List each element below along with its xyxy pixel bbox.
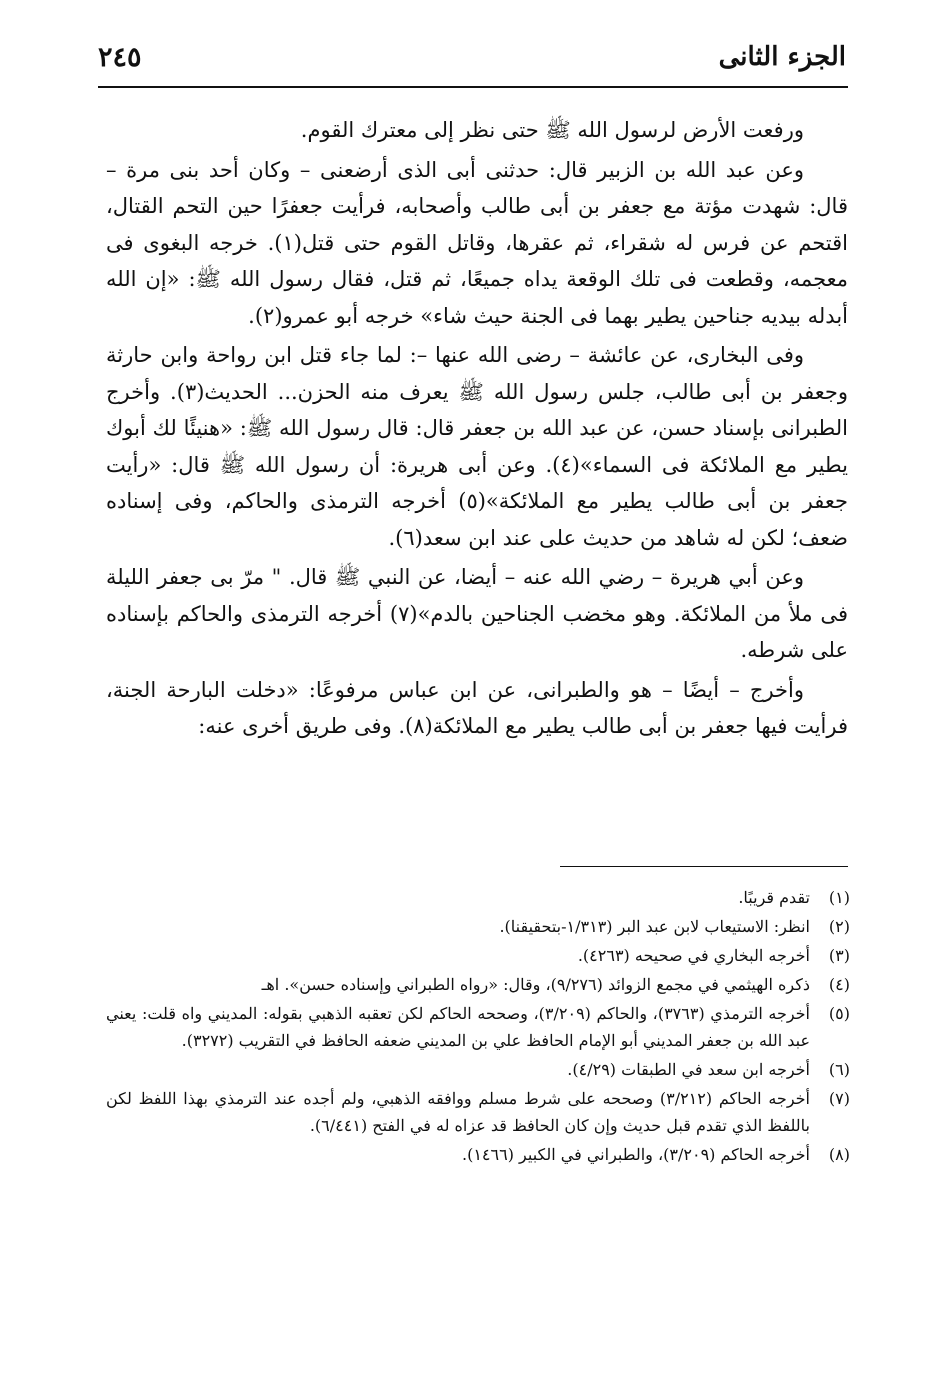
footnote [106,884,850,911]
footnote-text: أخرجه ابن سعد في الطبقات (٤/٢٩). [567,1060,810,1079]
paragraph: وعن عبد الله بن الزبير قال: حدثنى أبى الذى أرضعنى – وكان أحد بنى مرة – قال: شهدت مؤتة مع جعفر بن أبى طالب وأصحابه، فرأيت جعفرًا حين التحم القتال، اقتحم عن فرس له شقراء، ثم عقرها، وقاتل القوم حتى قتل(١). خرجه البغوى فى معجمه، وقطعت فى تلك الوقعة يداه جميعًا، ثم قتل، فقال رسول الله ﷺ: «إن الله أبدله بيديه جناحين يطير بهما فى الجنة حيث شاء» خرجه أبو عمرو(٢). [106,157,849,328]
paragraph: وعن أبي هريرة – رضي الله عنه – أيضا، عن النبي ﷺ قال. " مرّ بى جعفر الليلة فى ملأ من الملائكة. وهو مخضب الجناحين بالدم»(٧) أخرجه الترمذى والحاكم بإسناده على شرطه. [106,565,848,662]
footnote-text: تقدم قريبًا. [738,888,810,907]
footnote [106,1056,850,1083]
footnote [106,913,850,940]
footnote [106,971,850,998]
footnote-text: أخرجه الترمذي (٣٧٦٣)، والحاكم (٣/٢٠٩)، وصححه الحاكم لكن تعقبه الذهبي بقوله: المديني واه قلت: يعني عبد الله بن جعفر المديني أبو الإمام الحافظ علي بن المديني ضعفه الحافظ في التقريب (٣٢٧٢). [106,1004,810,1050]
footnote-number: (٥) [828,1004,850,1023]
footnote-text: أخرجه الحاكم (٣/٢٠٩)، والطبراني في الكبير (١٤٦٦). [462,1145,810,1164]
footnote [106,1141,850,1168]
footnote [106,1085,850,1139]
footnote-number: (٦) [828,1060,850,1079]
footnote-number: (١) [828,888,850,907]
page-number: ٢٤٥ [98,42,142,73]
footnote-text: أخرجه البخاري في صحيحه (٤٢٦٣). [577,946,810,965]
paragraph: وأخرج – أيضًا – هو والطبرانى، عن ابن عباس مرفوعًا: «دخلت البارحة الجنة، فرأيت فيها جعفر بن أبى طالب يطير مع الملائكة(٨). وفى طريق أخرى عنه: [106,677,848,738]
footnote-separator [560,866,848,867]
footnote-text: أخرجه الحاكم (٣/٢١٢) وصححه على شرط مسلم ووافقه الذهبي، ولم أجده عند الترمذي بهذا اللفظ لكن باللفظ الذي تقدم قبل حديث وإن كان الحافظ قد عزاه له في الفتح (٦/٤٤١). [106,1089,810,1135]
running-title: الجزء الثانى [718,42,846,72]
footnote [106,1000,850,1054]
running-header [98,40,846,80]
paragraph: وفى البخارى، عن عائشة – رضى الله عنها –: لما جاء قتل ابن رواحة وابن حارثة وجعفر بن أبى طالب، جلس رسول الله ﷺ يعرف منه الحزن... الحديث(٣). وأخرج الطبرانى بإسناد حسن، عن عبد الله بن جعفر قال: قال رسول الله ﷺ: «هنيئًا لك أبوك يطير مع الملائكة فى السماء»(٤). وعن أبى هريرة: أن رسول الله ﷺ قال: «رأيت جعفر بن أبى طالب يطير مع الملائكة»(٥) أخرجه الترمذى والحاكم، وفى إسناده ضعف؛ لكن له شاهد من حديث على عند ابن سعد(٦). [106,343,848,550]
main-text [106,112,848,745]
footnote-number: (٤) [828,975,850,994]
footnote-number: (٧) [828,1089,850,1108]
footnote-number: (٢) [828,917,850,936]
footnote [106,942,850,969]
paragraph: ورفعت الأرض لرسول الله ﷺ حتى نظر إلى معترك القوم. [300,118,804,142]
header-rule [98,86,848,88]
footnote-number: (٨) [828,1145,850,1164]
footnote-text: انظر: الاستيعاب لابن عبد البر (١/٣١٣-بتحقيقنا). [499,917,810,936]
footnote-text: ذكره الهيثمي في مجمع الزوائد (٩/٢٧٦)، وقال: «رواه الطبراني وإسناده حسن». اهـ [261,975,810,994]
footnotes [106,884,850,1170]
footnote-number: (٣) [828,946,850,965]
